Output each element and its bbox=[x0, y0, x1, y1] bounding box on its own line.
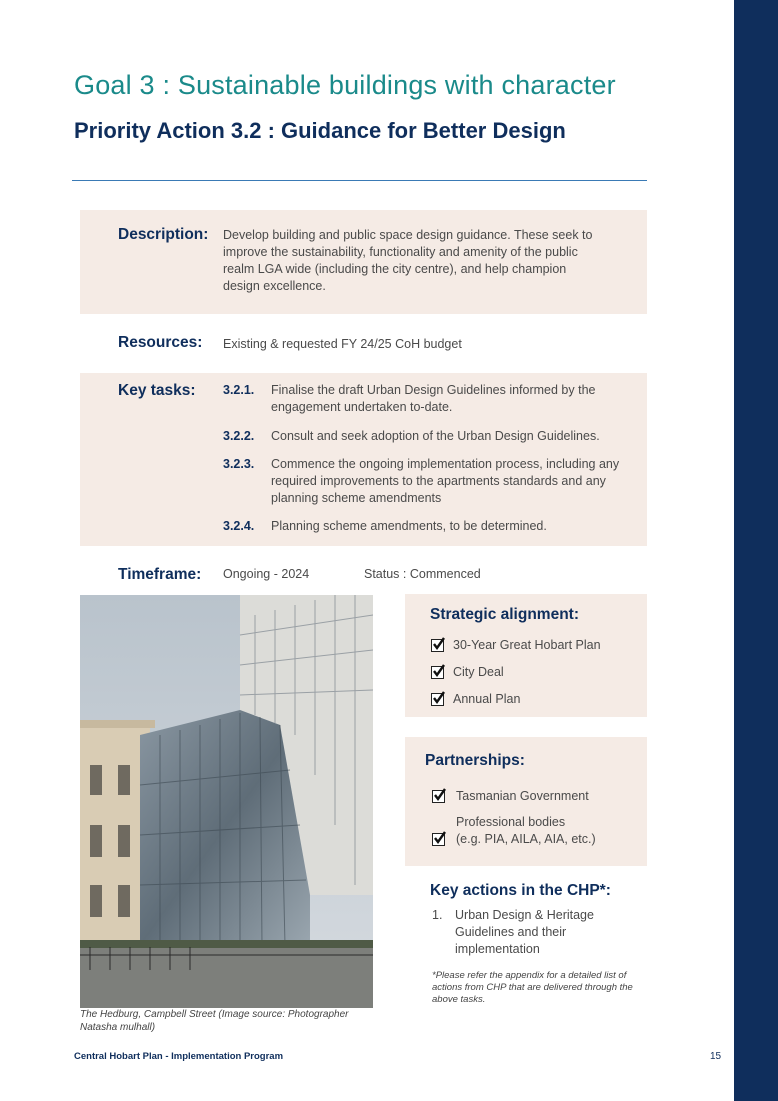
footer-document-title: Central Hobart Plan - Implementation Program bbox=[74, 1051, 284, 1062]
side-accent-bar bbox=[734, 0, 778, 1101]
key-task-item bbox=[223, 518, 633, 535]
strategic-item: City Deal bbox=[453, 665, 504, 679]
timeframe-label: Timeframe: bbox=[118, 566, 202, 583]
checkbox-checked-icon bbox=[431, 666, 444, 679]
key-task-item bbox=[223, 428, 633, 445]
page-number: 15 bbox=[710, 1051, 722, 1062]
key-actions-title: Key actions in the CHP*: bbox=[430, 882, 611, 899]
key-task-item bbox=[223, 456, 633, 507]
task-text: Finalise the draft Urban Design Guidelines informed by the engagement undertaken to-date. bbox=[271, 383, 596, 414]
resources-text: Existing & requested FY 24/25 CoH budget bbox=[223, 337, 462, 351]
timeframe-value: Ongoing - 2024 bbox=[223, 567, 310, 581]
goal-title: Goal 3 : Sustainable buildings with character bbox=[74, 70, 616, 100]
status-text: Status : Commenced bbox=[364, 567, 481, 581]
priority-action-title: Priority Action 3.2 : Guidance for Better Design bbox=[74, 118, 566, 143]
description-label: Description: bbox=[118, 226, 209, 243]
key-action-text: Urban Design & Heritage Guidelines and their implementation bbox=[455, 908, 594, 956]
task-number: 3.2.3. bbox=[223, 457, 255, 471]
key-action-item bbox=[432, 907, 632, 958]
partnership-item: Tasmanian Government bbox=[456, 789, 589, 803]
strategic-item: 30-Year Great Hobart Plan bbox=[453, 638, 601, 652]
key-task-item bbox=[223, 382, 633, 416]
key-action-number: 1. bbox=[432, 908, 443, 922]
task-number: 3.2.1. bbox=[223, 383, 255, 397]
task-text: Consult and seek adoption of the Urban Design Guidelines. bbox=[271, 429, 600, 443]
resources-label: Resources: bbox=[118, 334, 203, 351]
key-tasks-label: Key tasks: bbox=[118, 382, 196, 399]
title-divider bbox=[72, 180, 647, 181]
strategic-item: Annual Plan bbox=[453, 692, 521, 706]
task-text: Planning scheme amendments, to be determined. bbox=[271, 519, 547, 533]
photo-caption: The Hedburg, Campbell Street (Image source: Photographer Natasha mulhall) bbox=[80, 1009, 349, 1033]
key-actions-note: *Please refer the appendix for a detailed list of actions from CHP that are delivered through the above tasks. bbox=[432, 970, 633, 1005]
checkbox-checked-icon bbox=[432, 833, 445, 846]
building-photo bbox=[80, 595, 373, 1008]
task-number: 3.2.4. bbox=[223, 519, 255, 533]
task-number: 3.2.2. bbox=[223, 429, 255, 443]
checkbox-checked-icon bbox=[431, 639, 444, 652]
strategic-alignment-title: Strategic alignment: bbox=[430, 606, 579, 623]
partnership-item: Professional bodies bbox=[456, 815, 566, 829]
checkbox-checked-icon bbox=[431, 693, 444, 706]
partnership-item-detail: (e.g. PIA, AILA, AIA, etc.) bbox=[456, 832, 596, 846]
partnerships-title: Partnerships: bbox=[425, 752, 525, 769]
description-text: Develop building and public space design guidance. These seek to improve the sustainability, functionality and amenity of the public realm LGA wide (including the city centre), and help champion design excellence. bbox=[223, 228, 593, 293]
task-text: Commence the ongoing implementation process, including any required improvements to the apartments standards and any planning scheme amendments bbox=[271, 457, 620, 505]
checkbox-checked-icon bbox=[432, 790, 445, 803]
